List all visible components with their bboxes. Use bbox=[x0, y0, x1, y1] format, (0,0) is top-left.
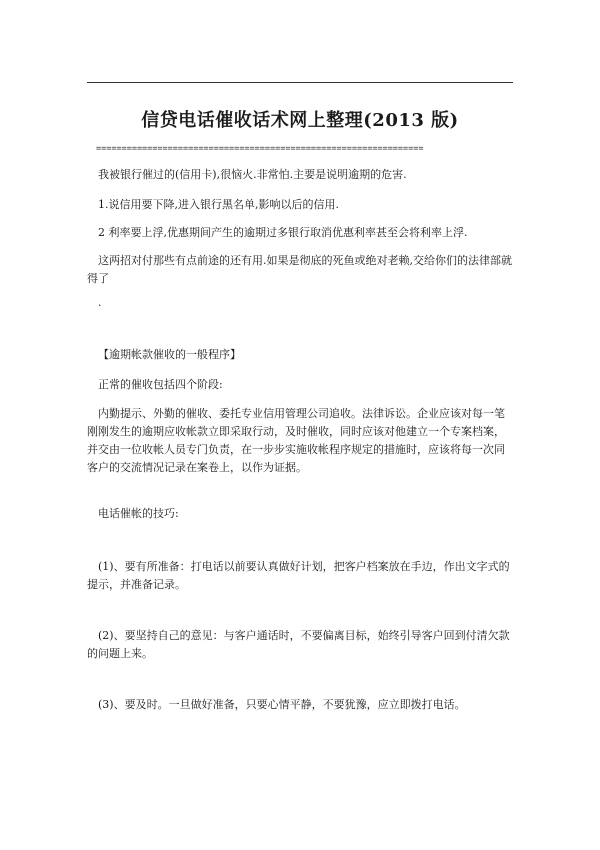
phone-tip-3: (3)、要及时。一旦做好准备，只要心情平静，不要犹豫，应立即拨打电话。 bbox=[98, 698, 466, 711]
header-rule bbox=[87, 82, 513, 83]
intro-paragraph-5: . bbox=[98, 296, 102, 309]
intro-paragraph-3: 2 利率要上浮,优惠期间产生的逾期过多银行取消优惠利率甚至会将利率上浮. bbox=[98, 226, 468, 239]
section-heading-overdue-procedure: 【逾期帐款催收的一般程序】 bbox=[98, 348, 241, 361]
stages-intro: 正常的催收包括四个阶段: bbox=[98, 378, 223, 391]
separator-line: ================================================================ bbox=[96, 144, 424, 154]
phone-tip-2: (2)、要坚持自己的意见：与客户通话时，不要偏离目标，始终引导客户回到付清欠款的问题上来。 bbox=[87, 629, 510, 660]
document-title: 信贷电话催收话术网上整理(2013 版) bbox=[141, 110, 459, 131]
intro-paragraph-1: 我被银行催过的(信用卡),很恼火.非常怕.主要是说明逾期的危害. bbox=[98, 168, 407, 181]
intro-paragraph-4: 这两招对付那些有点前途的还有用.如果是彻底的死鱼或绝对老赖,交给你们的法律部就得了 bbox=[87, 254, 512, 285]
phone-tip-1: (1)、要有所准备：打电话以前要认真做好计划，把客户档案放在手边，作出文字式的提示，并准备记录。 bbox=[87, 560, 510, 591]
procedure-body: 内勤提示、外勤的催收、委托专业信用管理公司追收。法律诉讼。企业应该对每一笔刚刚发生的逾期应收帐款立即采取行动，及时催收，同时应该对他建立一个专案档案，并交由一位收帐人员专门负责，在一步步实施收帐程序规定的措施时，应该将每一次同客户的交流情况记录在案卷上，以作为证据。 bbox=[87, 407, 505, 474]
intro-paragraph-2: 1.说信用要下降,进入银行黑名单,影响以后的信用. bbox=[98, 198, 339, 211]
section-heading-phone-tips: 电话催帐的技巧: bbox=[98, 507, 179, 520]
